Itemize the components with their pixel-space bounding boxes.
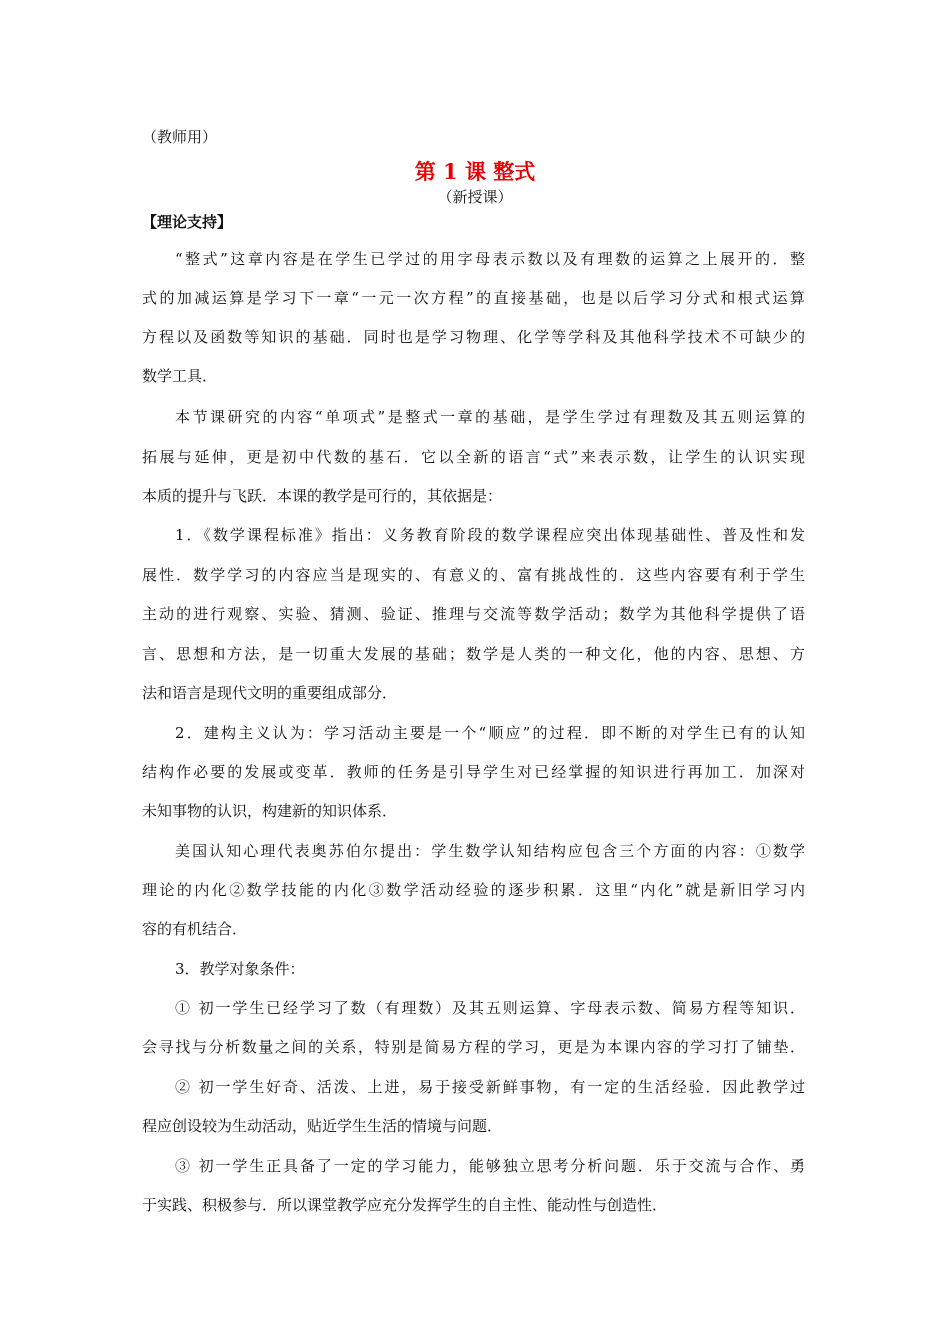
paragraph-line: 式的加减运算是学习下一章“一元一次方程”的直接基础，也是以后学习分式和根式运算 [142,289,805,307]
paragraph-line: 容的有机结合． [142,920,248,938]
paragraph-line: 数学工具． [142,367,218,385]
teacher-note: （教师用） [142,128,218,146]
paragraph-line: 拓展与延伸，更是初中代数的基石．它以全新的语言“式”来表示数，让学生的认识实现 [142,448,805,466]
lesson-subtitle: （新授课） [437,188,513,206]
paragraph-line: 本节课研究的内容“单项式”是整式一章的基础，是学生学过有理数及其五则运算的 [175,408,805,426]
paragraph-line: ③ 初一学生正具备了一定的学习能力，能够独立思考分析问题．乐于交流与合作、勇 [175,1157,805,1175]
lesson-title: 第 1 课 整式 [414,159,536,184]
paragraph-line: ② 初一学生好奇、活泼、上进，易于接受新鲜事物，有一定的生活经验．因此教学过 [175,1078,805,1096]
paragraph-line: 3．教学对象条件： [175,960,305,978]
paragraph-line: 2．建构主义认为：学习活动主要是一个“顺应”的过程．即不断的对学生已有的认知 [175,724,805,742]
paragraph-line: 主动的进行观察、实验、猜测、验证、推理与交流等数学活动；数学为其他科学提供了语 [142,605,805,623]
paragraph-line: 理论的内化②数学技能的内化③数学活动经验的逐步积累．这里“内化”就是新旧学习内 [142,881,805,899]
paragraph-line: 程应创设较为生动活动，贴近学生生活的情境与问题． [142,1117,503,1135]
paragraph-line: 于实践、积极参与．所以课堂教学应充分发挥学生的自主性、能动性与创造性． [142,1196,668,1214]
section-heading: 【理论支持】 [142,213,233,231]
paragraph-line: 美国认知心理代表奥苏伯尔提出：学生数学认知结构应包含三个方面的内容：①数学 [175,842,805,860]
paragraph-line: 1．《数学课程标准》指出：义务教育阶段的数学课程应突出体现基础性、普及性和发 [175,526,805,544]
paragraph-line: 本质的提升与飞跃．本课的教学是可行的，其依据是： [142,487,503,505]
paragraph-line: 会寻找与分析数量之间的关系，特别是简易方程的学习，更是为本课内容的学习打了铺垫． [142,1038,805,1056]
paragraph-line: 方程以及函数等知识的基础．同时也是学习物理、化学等学科及其他科学技术不可缺少的 [142,328,805,346]
paragraph-line: 法和语言是现代文明的重要组成部分． [142,684,398,702]
paragraph-line: 展性．数学学习的内容应当是现实的、有意义的、富有挑战性的．这些内容要有利于学生 [142,566,805,584]
paragraph-line: ① 初一学生已经学习了数（有理数）及其五则运算、字母表示数、简易方程等知识． [175,999,805,1017]
paragraph-line: 未知事物的认识，构建新的知识体系． [142,802,398,820]
paragraph-line: 结构作必要的发展或变革．教师的任务是引导学生对已经掌握的知识进行再加工．加深对 [142,763,805,781]
paragraph-line: 言、思想和方法，是一切重大发展的基础；数学是人类的一种文化，他的内容、思想、方 [142,645,805,663]
paragraph-line: “整式”这章内容是在学生已学过的用字母表示数以及有理数的运算之上展开的．整 [175,250,805,268]
